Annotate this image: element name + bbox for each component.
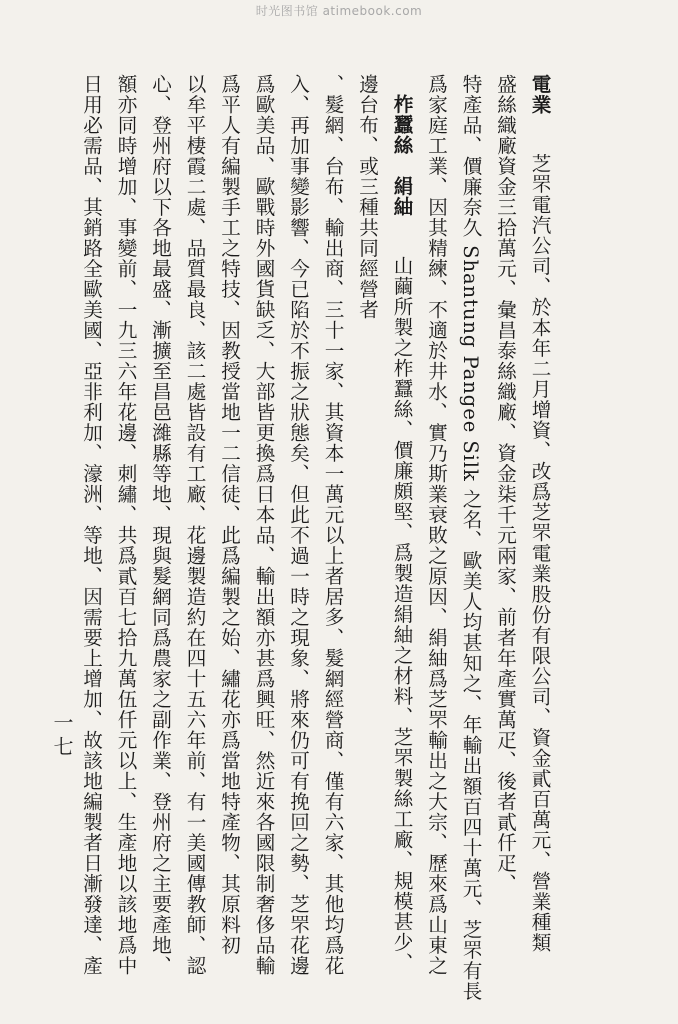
line-text: 邊台布、或三種共同經營者: [355, 74, 379, 320]
text-line: [349, 74, 384, 934]
line-text: 芝罘電汽公司、於本年二月增資、改爲芝罘電業股份有限公司、資金貳百萬元、營業種類: [528, 153, 551, 953]
line-text: 、髮網、台布、輸出商、三十一家、其資本一萬元以上者居多、髮網經營商、僅有六家、其他均爲花: [321, 74, 344, 976]
text-line: [177, 74, 212, 976]
line-text: 爲平人有編製手工之特技、因教授當地一二信徒、此爲編製之始、繡花亦爲當地特產物、其原料初: [217, 74, 241, 956]
document-page: [79, 74, 556, 1002]
text-line: [280, 74, 315, 976]
line-text: 特產品、價廉奈久 Shantung Pangee Silk 之名、歐美人均甚知之、年輸出額百四十萬元、芝罘有長: [459, 74, 482, 1002]
line-text: 日用必需品、其銷路全歐美國、亞非利加、濠洲、等地、因需要上增加、故該地編製者日漸發達、產: [79, 74, 103, 976]
line-text: 額亦同時增加、事變前、一九三六年花邊、刺繡、共爲貳百七拾九萬伍仟元以上、生產地以該地爲中: [114, 74, 137, 976]
line-text: 爲歐美品、歐戰時外國貨缺乏、大部皆更換爲日本品、輸出額亦甚爲興旺、然近來各國限制奢侈品輸: [252, 74, 275, 976]
watermark-text: 时光图书馆 atimebook.com: [255, 4, 423, 18]
text-line: [453, 74, 488, 1002]
line-text: 盛絲織廠資金三拾萬元、彙昌泰絲織廠、資金柒千元兩家、前者年產實萬疋、後者貳仟疋、: [493, 74, 517, 894]
section-heading: 電業: [528, 74, 551, 115]
text-line: [73, 74, 108, 976]
text-line: [108, 74, 143, 976]
line-text: 以牟平棲霞二處、品質最良、該二處皆設有工廠、花邊製造約在四十五六年前、有一美國傳教師、認: [183, 74, 206, 976]
vertical-text-body: [79, 74, 556, 1002]
text-line: [246, 74, 281, 976]
text-line: [211, 74, 246, 956]
page-number: 一七: [50, 712, 74, 760]
line-text: 爲家庭工業、因其精練、不適於井水、實乃斯業衰敗之原因、絹紬爲芝罘輸出之大宗、歷來爲山東之: [424, 74, 448, 976]
line-text: 入、再加事變影響、今已陷於不振之狀態矣、但此不過一時之現象、將來仍可有挽回之勢、芝罘花邊: [286, 74, 310, 976]
text-line: [418, 74, 453, 976]
text-line: [142, 74, 177, 976]
line-text: 心、登州府以下各地最盛、漸擴至昌邑濰縣等地、現與髮網同爲農家之副作業、登州府之主要產地、: [148, 74, 172, 976]
text-line: [384, 74, 419, 973]
section-heading: 柞蠶絲 絹紬: [390, 94, 413, 217]
text-line: [487, 74, 522, 934]
text-line: [315, 74, 350, 976]
line-text: 山繭所製之柞蠶絲、價廉頗堅、爲製造絹紬之材料、芝罘製絲工廠、規模甚少、: [390, 255, 413, 973]
text-line: [522, 74, 557, 953]
